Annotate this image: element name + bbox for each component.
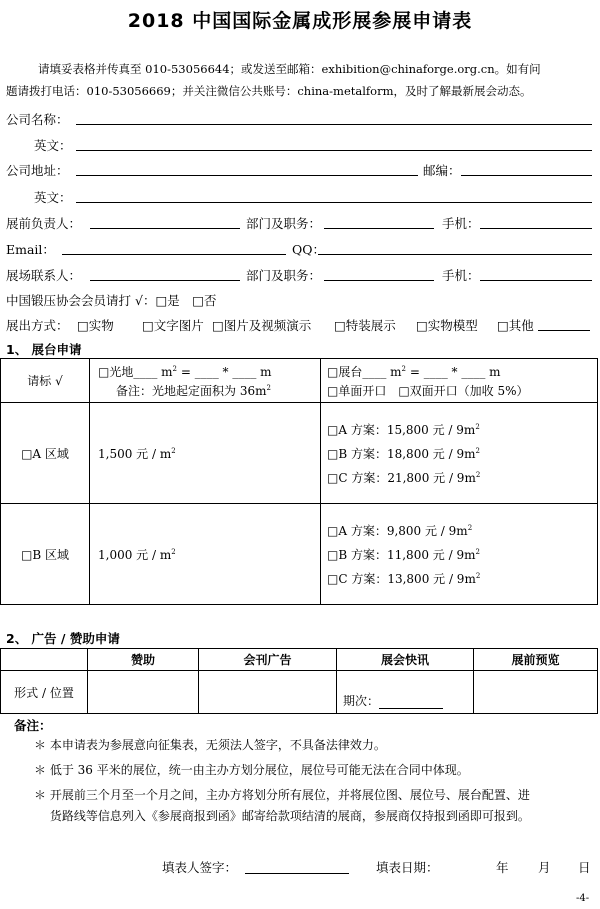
page-number: -4- bbox=[576, 893, 590, 904]
email-field[interactable] bbox=[62, 254, 286, 255]
address-english-label: 英文： bbox=[34, 190, 72, 205]
issue-label: 期次： bbox=[343, 694, 380, 708]
booth-table bbox=[0, 358, 598, 605]
date-label: 填表日期： bbox=[376, 860, 439, 875]
zone-a-plans bbox=[321, 403, 598, 504]
signer-label: 填表人签字： bbox=[162, 860, 238, 875]
email-label: Email： bbox=[6, 242, 55, 257]
postcode-field[interactable] bbox=[461, 175, 592, 176]
booth-header: □展台____ $m^2$ = ____ * ____ m □单面开口 □双面开口（加收 5%） bbox=[321, 359, 598, 403]
issue-field[interactable] bbox=[379, 696, 443, 709]
booth-head-text[interactable]: □展台____ m bbox=[327, 364, 402, 379]
booth-open-options[interactable]: □单面开口 □双面开口（加收 5%） bbox=[327, 383, 529, 398]
mobile1-label: 手机： bbox=[442, 216, 480, 231]
company-name-label: 公司名称： bbox=[6, 112, 69, 127]
note-2: ＊ 低于 36 平米的展位，统一由主办方划分展位，展位号可能无法在合同中体现。 bbox=[34, 763, 469, 777]
company-english-field[interactable] bbox=[76, 150, 592, 151]
notes-heading: 备注： bbox=[14, 718, 52, 733]
date-year: 年 bbox=[496, 860, 509, 875]
zone-a-checkbox[interactable]: □A 区域 bbox=[1, 403, 90, 504]
method-text-checkbox[interactable]: □文字图片 bbox=[142, 318, 204, 333]
dept2-field[interactable] bbox=[324, 280, 434, 281]
ad-sponsor-input[interactable] bbox=[88, 671, 199, 714]
leader-label: 展前负责人： bbox=[6, 216, 82, 231]
ad-flash-cell bbox=[337, 671, 474, 714]
qq-field[interactable] bbox=[318, 254, 592, 255]
zone-b-plans bbox=[321, 504, 598, 605]
method-physical-checkbox[interactable]: □实物 bbox=[77, 318, 114, 333]
ad-header-flash: 展会快讯 bbox=[337, 649, 474, 671]
ad-journal-input[interactable] bbox=[199, 671, 337, 714]
zone-b-plan-b[interactable]: □B 方案：11,800 元 / $9m^2$ bbox=[327, 548, 480, 562]
zone-b-checkbox[interactable]: □B 区域 bbox=[1, 504, 90, 605]
company-name-field[interactable] bbox=[76, 124, 592, 125]
method-model-checkbox[interactable]: □实物模型 bbox=[416, 318, 478, 333]
ad-header-journal: 会刊广告 bbox=[199, 649, 337, 671]
space-head-text[interactable]: □光地____ m bbox=[98, 364, 173, 379]
intro-line-1: 请填妥表格并传真至 010-53056644；或发送至邮箱：exhibition@chinaforge.org.cn。如有问 bbox=[38, 62, 541, 76]
zone-b-plan-c[interactable]: □C 方案：13,800 元 / $9m^2$ bbox=[327, 572, 481, 586]
zone-a-plan-c[interactable]: □C 方案：21,800 元 / $9m^2$ bbox=[327, 471, 481, 485]
ad-preview-input[interactable] bbox=[474, 671, 598, 714]
note-1: ＊ 本申请表为参展意向征集表，无须法人签字，不具备法律效力。 bbox=[34, 738, 386, 752]
method-other-checkbox[interactable]: □其他 bbox=[497, 318, 534, 333]
mobile2-label: 手机： bbox=[442, 268, 480, 283]
leader-field[interactable] bbox=[90, 228, 240, 229]
ad-header-preview: 展前预览 bbox=[474, 649, 598, 671]
member-checkbox-row[interactable]: 中国锻压协会会员请打 √：□是 □否 bbox=[6, 293, 217, 308]
ad-row-label: 形式 / 位置 bbox=[1, 671, 88, 714]
dept1-label: 部门及职务： bbox=[246, 216, 322, 231]
date-day: 日 bbox=[578, 860, 591, 875]
ad-table bbox=[0, 648, 598, 714]
qq-label: QQ： bbox=[292, 242, 325, 257]
method-label: 展出方式： bbox=[6, 318, 69, 333]
ad-corner-cell bbox=[1, 649, 88, 671]
address-field[interactable] bbox=[76, 175, 418, 176]
space-header: □光地____ $m^2$ = ____ * ____ m 备注：光地起定面积为 $36m^2$ bbox=[90, 359, 321, 403]
zone-a-space-price: 1,500 元 / $m^2$ bbox=[90, 403, 321, 504]
method-special-checkbox[interactable]: □特装展示 bbox=[334, 318, 396, 333]
section2-heading: 2、 广告 / 赞助申请 bbox=[6, 631, 120, 646]
page-title: 2018 中国国际金属成形展参展申请表 bbox=[127, 10, 473, 32]
method-video-checkbox[interactable]: □图片及视频演示 bbox=[212, 318, 312, 333]
zone-a-plan-b[interactable]: □B 方案：18,800 元 / $9m^2$ bbox=[327, 447, 480, 461]
company-english-label: 英文： bbox=[34, 138, 72, 153]
address-label: 公司地址： bbox=[6, 163, 69, 178]
signer-field[interactable] bbox=[245, 873, 349, 874]
address-english-field[interactable] bbox=[76, 202, 592, 203]
mobile1-field[interactable] bbox=[480, 228, 592, 229]
contact-field[interactable] bbox=[90, 280, 240, 281]
ad-header-sponsor: 赞助 bbox=[88, 649, 199, 671]
method-other-field[interactable] bbox=[538, 330, 590, 331]
intro-line-2: 题请拨打电话：010-53056669；并关注微信公共账号：china-metalform，及时了解最新展会动态。 bbox=[6, 84, 532, 98]
postcode-label: 邮编： bbox=[423, 163, 461, 178]
note-4: 货路线等信息列入《参展商报到函》邮寄给款项结清的展商，参展商仅持报到函即可报到。 bbox=[34, 809, 530, 823]
section1-heading: 1、 展台申请 bbox=[6, 342, 82, 357]
zone-a-plan-a[interactable]: □A 方案：15,800 元 / $9m^2$ bbox=[327, 423, 480, 437]
dept1-field[interactable] bbox=[324, 228, 434, 229]
date-month: 月 bbox=[538, 860, 551, 875]
note-3: ＊ 开展前三个月至一个月之间，主办方将划分所有展位，并将展位图、展位号、展台配置、进 bbox=[34, 788, 530, 802]
space-note: 备注：光地起定面积为 36m bbox=[116, 383, 267, 398]
contact-label: 展场联系人： bbox=[6, 268, 82, 283]
tick-header: 请标 √ bbox=[1, 359, 90, 403]
zone-b-space-price: 1,000 元 / $m^2$ bbox=[90, 504, 321, 605]
zone-b-plan-a[interactable]: □A 方案：9,800 元 / $9m^2$ bbox=[327, 524, 473, 538]
dept2-label: 部门及职务： bbox=[246, 268, 322, 283]
mobile2-field[interactable] bbox=[480, 280, 592, 281]
